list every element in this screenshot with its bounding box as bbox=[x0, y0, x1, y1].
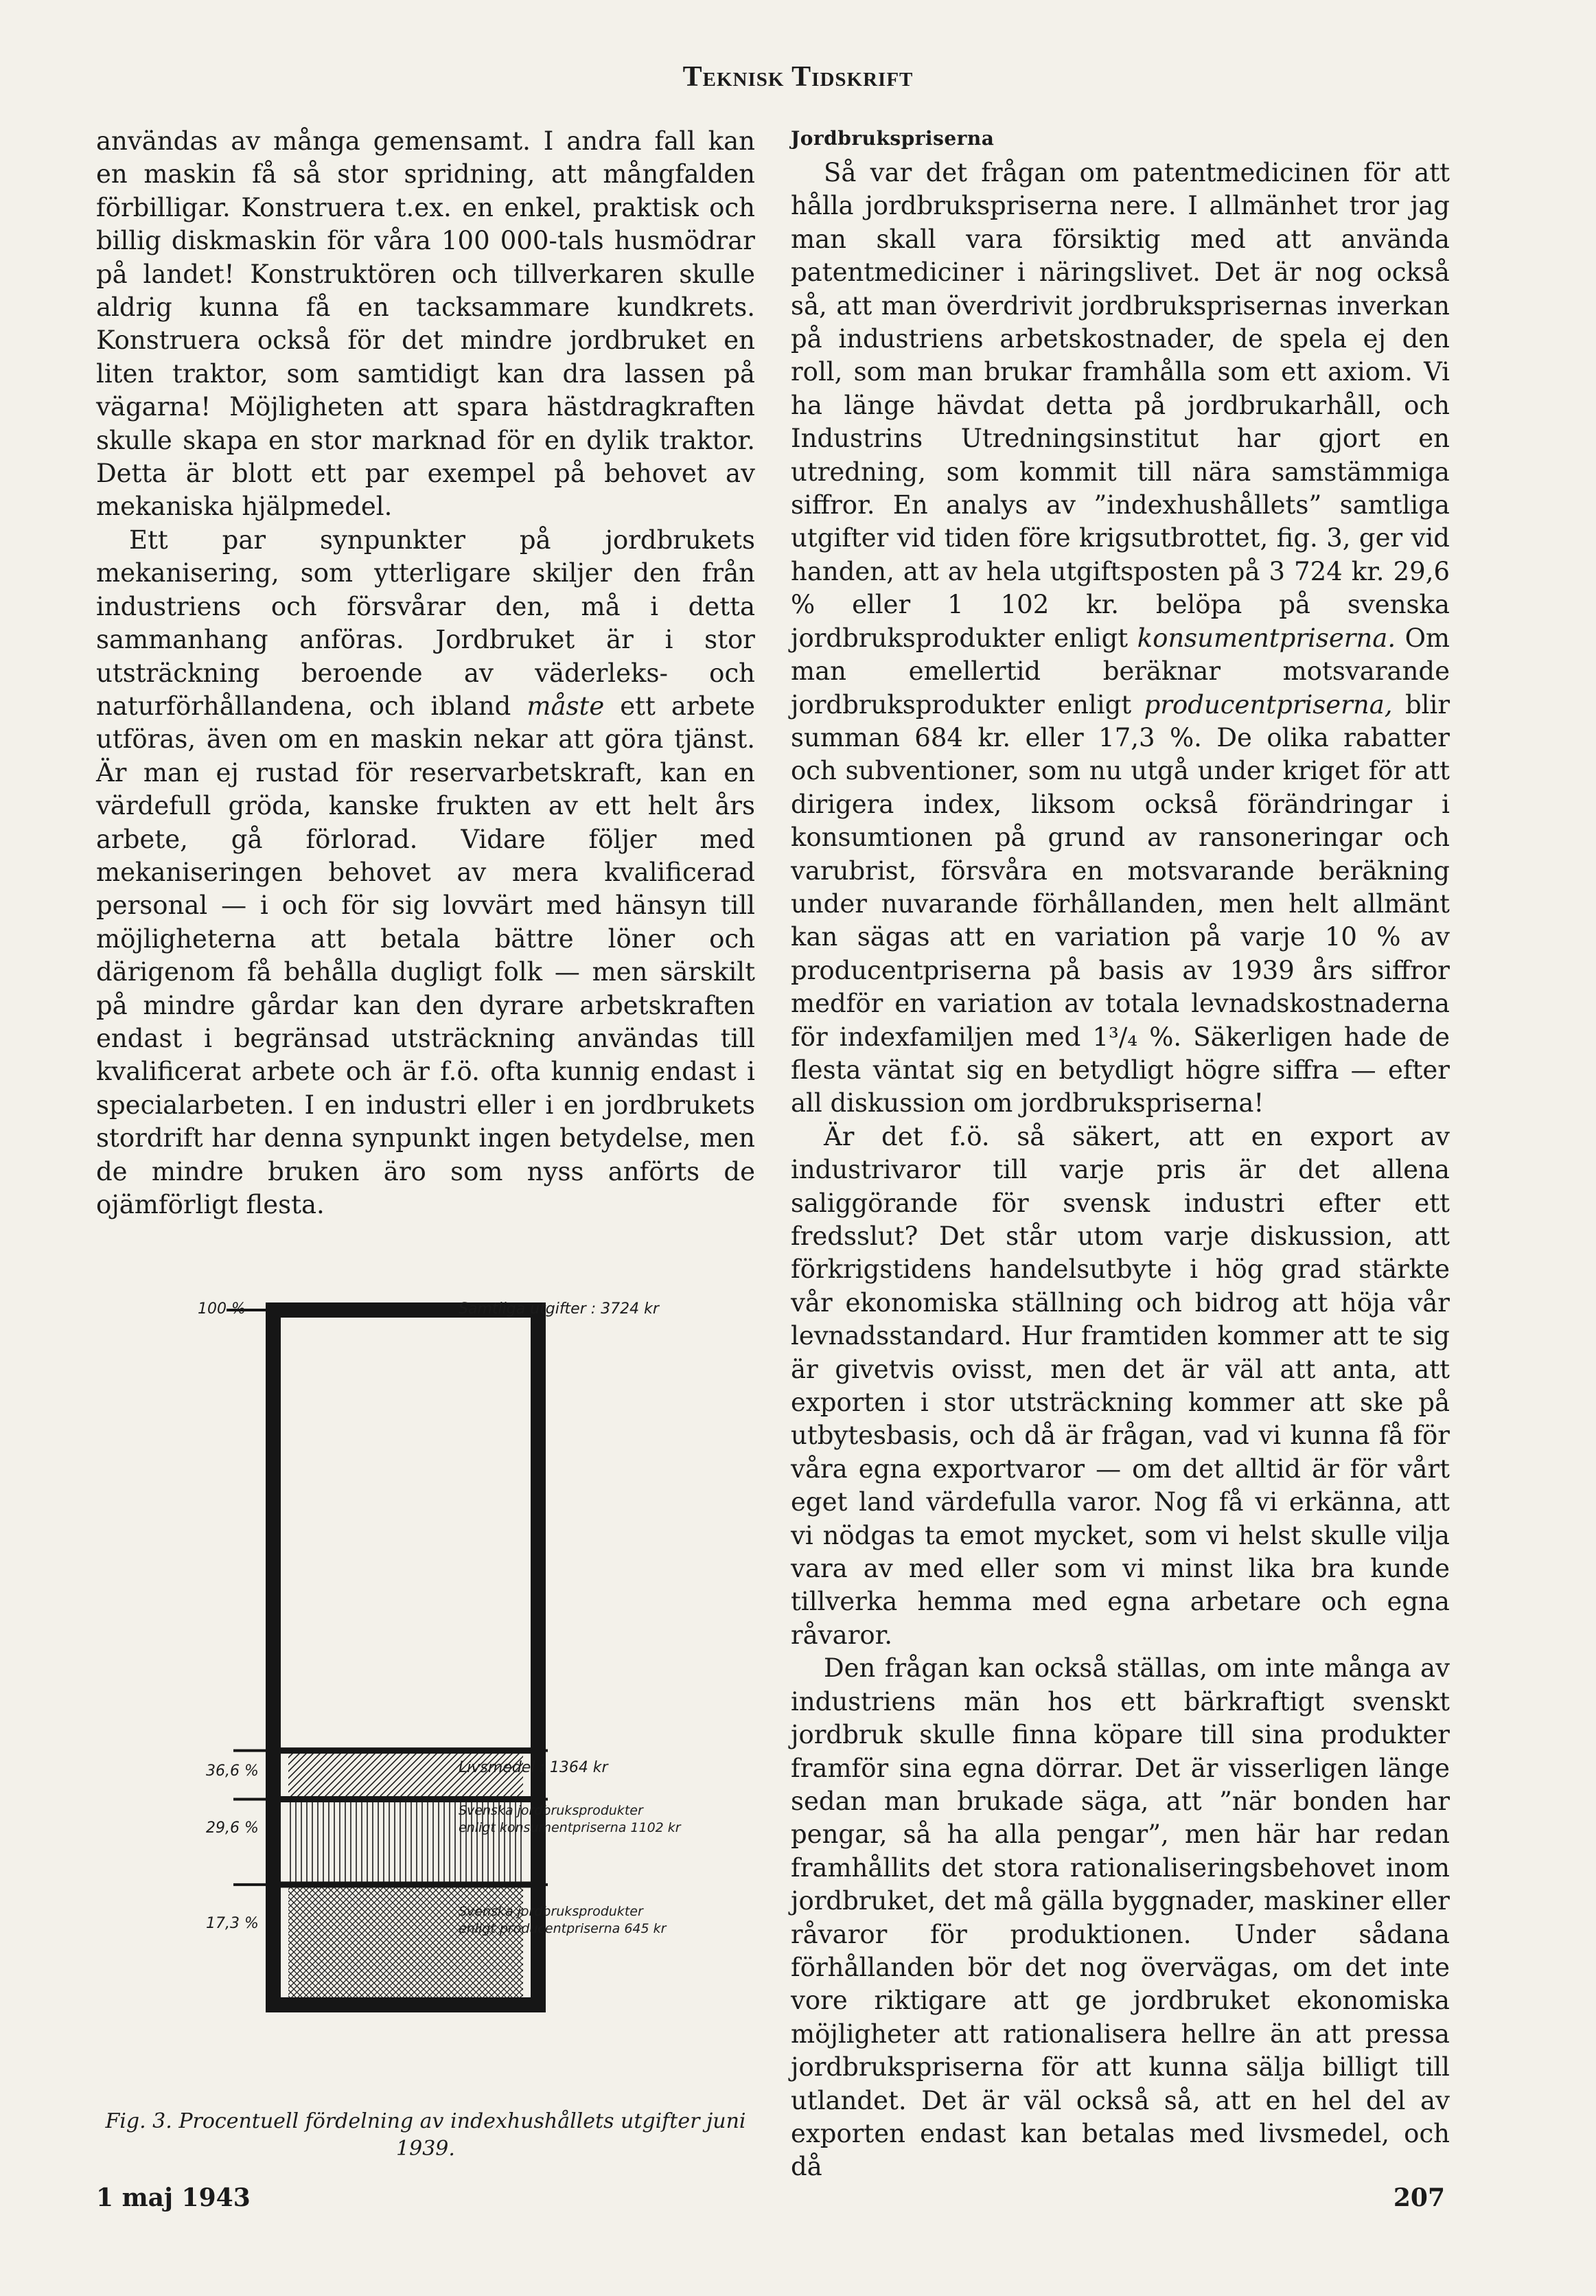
paragraph-text: Så var det frågan om patentmedicinen för att hålla jordbrukspriserna nere. I allmänhet tror jag man skall vara försiktig med att använda patentmediciner i näringslivet. Det är nog också så, att man överdrivit jordbruksprisernas inverkan på industriens arbetskostnader, de spela ej den roll, som man brukar framhålla som ett axiom. Vi ha länge hävdat detta på jordbrukarhåll, och Industrins Utredningsinstitut har gjort en utredning, som kommit till nära samstämmiga siffror. En analys av ”indexhushållets” samtliga utgifter vid tiden före krigsutbrottet, fig. 3, ger vid handen, att av hela utgiftsposten på 3 724 kr. 29,6 % eller 1 102 kr. belöpa på svenska jordbruksprodukter enligt bbox=[791, 158, 1450, 653]
segment-other bbox=[288, 1310, 523, 1751]
y-label-100: 100 % bbox=[198, 1300, 246, 1318]
paragraph: användas av många gemensamt. I andra fall kan en maskin få så stor spridning, att mångfalden förbilligar. Konstruera t.ex. en enkel, praktisk och billig diskmaskin för våra 100 000-tals husmödrar på landet! Konstruktören och tillverkaren skulle aldrig kunna få en tacksammare kundkrets. Konstruera också för det mindre jordbruket en liten traktor, som samtidigt kan dra lassen på vägarna! Möjligheten att spara hästdragkraften skulle skapa en stor marknad för en dylik traktor. Detta är blott ett par exempel på behovet av mekaniska hjälpmedel. bbox=[96, 126, 755, 522]
paragraph-text: Ett par synpunkter på jordbrukets mekanisering, som ytterligare skiljer den från industriens och försvårar den, må i detta sammanhang anföras. Jordbruket är i stor utsträckning beroende av väderleks- och naturförhållandena, och ibland bbox=[96, 525, 755, 721]
paragraph-text: blir summan 684 kr. eller 17,3 %. De olika rabatter och subventioner, som nu utgå under kriget för att dirigera index, liksom också förändringar i konsumtionen på grund av ransoneringar och varubrist, försvåra en motsvarande beräkning under nuvarande förhållanden, men helt allmänt kan sägas att en variation på varje 10 % av producentpriserna på basis av 1939 års siffror medför en variation av totala levnadskostnaderna för indexfamiljen med 1³/₄ %. Säkerligen hade de flesta väntat sig en betydligt högre siffra — efter all diskussion om jordbrukspriserna! bbox=[791, 689, 1450, 1118]
figure-3 bbox=[96, 1291, 755, 2170]
paragraph-text: Om man emellertid beräknar motsvarande jordbruksprodukter enligt bbox=[791, 623, 1450, 720]
right-column bbox=[791, 125, 1450, 2184]
left-column bbox=[96, 125, 755, 1221]
y-label-17-3: 17,3 % bbox=[206, 1915, 259, 1932]
segment-producent bbox=[288, 1885, 523, 2005]
stacked-bar-chart bbox=[96, 1291, 755, 2101]
emphasis-text: producentpriserna, bbox=[1144, 689, 1393, 720]
footer-date: 1 maj 1943 bbox=[96, 2183, 251, 2212]
paragraph bbox=[791, 157, 1450, 1121]
paragraph bbox=[96, 524, 755, 1222]
emphasis-text: konsumentpriserna. bbox=[1137, 623, 1396, 653]
journal-masthead: Teknisk Tidskrift bbox=[682, 61, 914, 93]
y-label-36-6: 36,6 % bbox=[206, 1763, 259, 1780]
label-producent-line2: enligt producentpriserna 645 kr bbox=[459, 1921, 667, 1936]
section-heading: Jordbrukspriserna bbox=[791, 127, 995, 150]
label-konsument-line2: enligt konsumentpriserna 1102 kr bbox=[459, 1820, 681, 1835]
emphasis-text: måste bbox=[527, 691, 605, 721]
paragraph: Är det f.ö. så säkert, att en export av industrivaror till varje pris är det allena saliggörande för svensk industri efter ett fredsslut? Det står utom varje diskussion, att förkrigstidens handelsutbyte i hög grad stärkte vår ekonomiska ställning och bidrog att höja vår levnadsstandard. Hur framtiden kommer att te sig är givetvis ovisst, men det är väl att anta, att exporten i stor utsträckning kommer att ske på utbytesbasis, och då är frågan, vad vi kunna få för våra egna exportvaror — om det alltid är för vårt eget land värdefulla varor. Nog få vi erkänna, att vi nödgas ta emot mycket, som vi helst skulle vilja vara av med eller som vi minst lika bra kunde tillverka hemma med egna arbetare och egna råvaror. bbox=[791, 1121, 1450, 1650]
figure-caption: Fig. 3. Procentuell fördelning av indexhushållets utgifter juni 1939. bbox=[105, 2109, 746, 2161]
label-total: Samtliga utgifter : 3724 kr bbox=[459, 1300, 659, 1318]
y-label-29-6: 29,6 % bbox=[206, 1819, 259, 1837]
page-number: 207 bbox=[1393, 2183, 1445, 2212]
label-producent-line1: Svenska jordbruksprodukter bbox=[459, 1904, 643, 1919]
paragraph: Den frågan kan också ställas, om inte många av industriens män hos ett bärkraftigt svenskt jordbruk skulle finna köpare till sina produkter framför sina egna dörrar. Det är visserligen länge sedan man brukade säga, att ”när bonden har pengar, så ha alla pengar”, men här har redan framhållits det stora rationaliseringsbehovet inom jordbruket, det må gälla byggnader, maskiner eller råvaror för produktionen. Under sådana förhållanden bör det nog övervägas, om det inte vore riktigare att ge jordbruket ekonomiska möjligheter att rationalisera hellre än att pressa jordbrukspriserna för att kunna sälja billigt till utlandet. Det är väl också så, att en hel del av exporten endast kan betalas med livsmedel, och då bbox=[791, 1653, 1450, 2182]
paragraph-text: ett arbete utföras, även om en maskin nekar att göra tjänst. Är man ej rustad för reservarbetskraft, kan en värdefull gröda, kanske frukten av ett helt års arbete, gå förlorad. Vidare följer med mekaniseringen behovet av mera kvalificerad personal — i och för sig lovvärt med hänsyn till möjligheterna att betala bättre löner och därigenom få behålla dugligt folk — men särskilt på mindre gårdar kan den dyrare arbetskraften endast i begränsad utsträckning användas till kvalificerat arbete och är f.ö. ofta kunnig endast i specialarbeten. I en industri eller i en jordbrukets stordrift har denna synpunkt ingen betydelse, men de mindre bruken äro som nyss anförts de ojämförligt flesta. bbox=[96, 691, 755, 1219]
label-konsument-line1: Svenska jordbruksprodukter bbox=[459, 1803, 643, 1818]
label-livsmedel: Livsmedel : 1364 kr bbox=[459, 1759, 608, 1776]
